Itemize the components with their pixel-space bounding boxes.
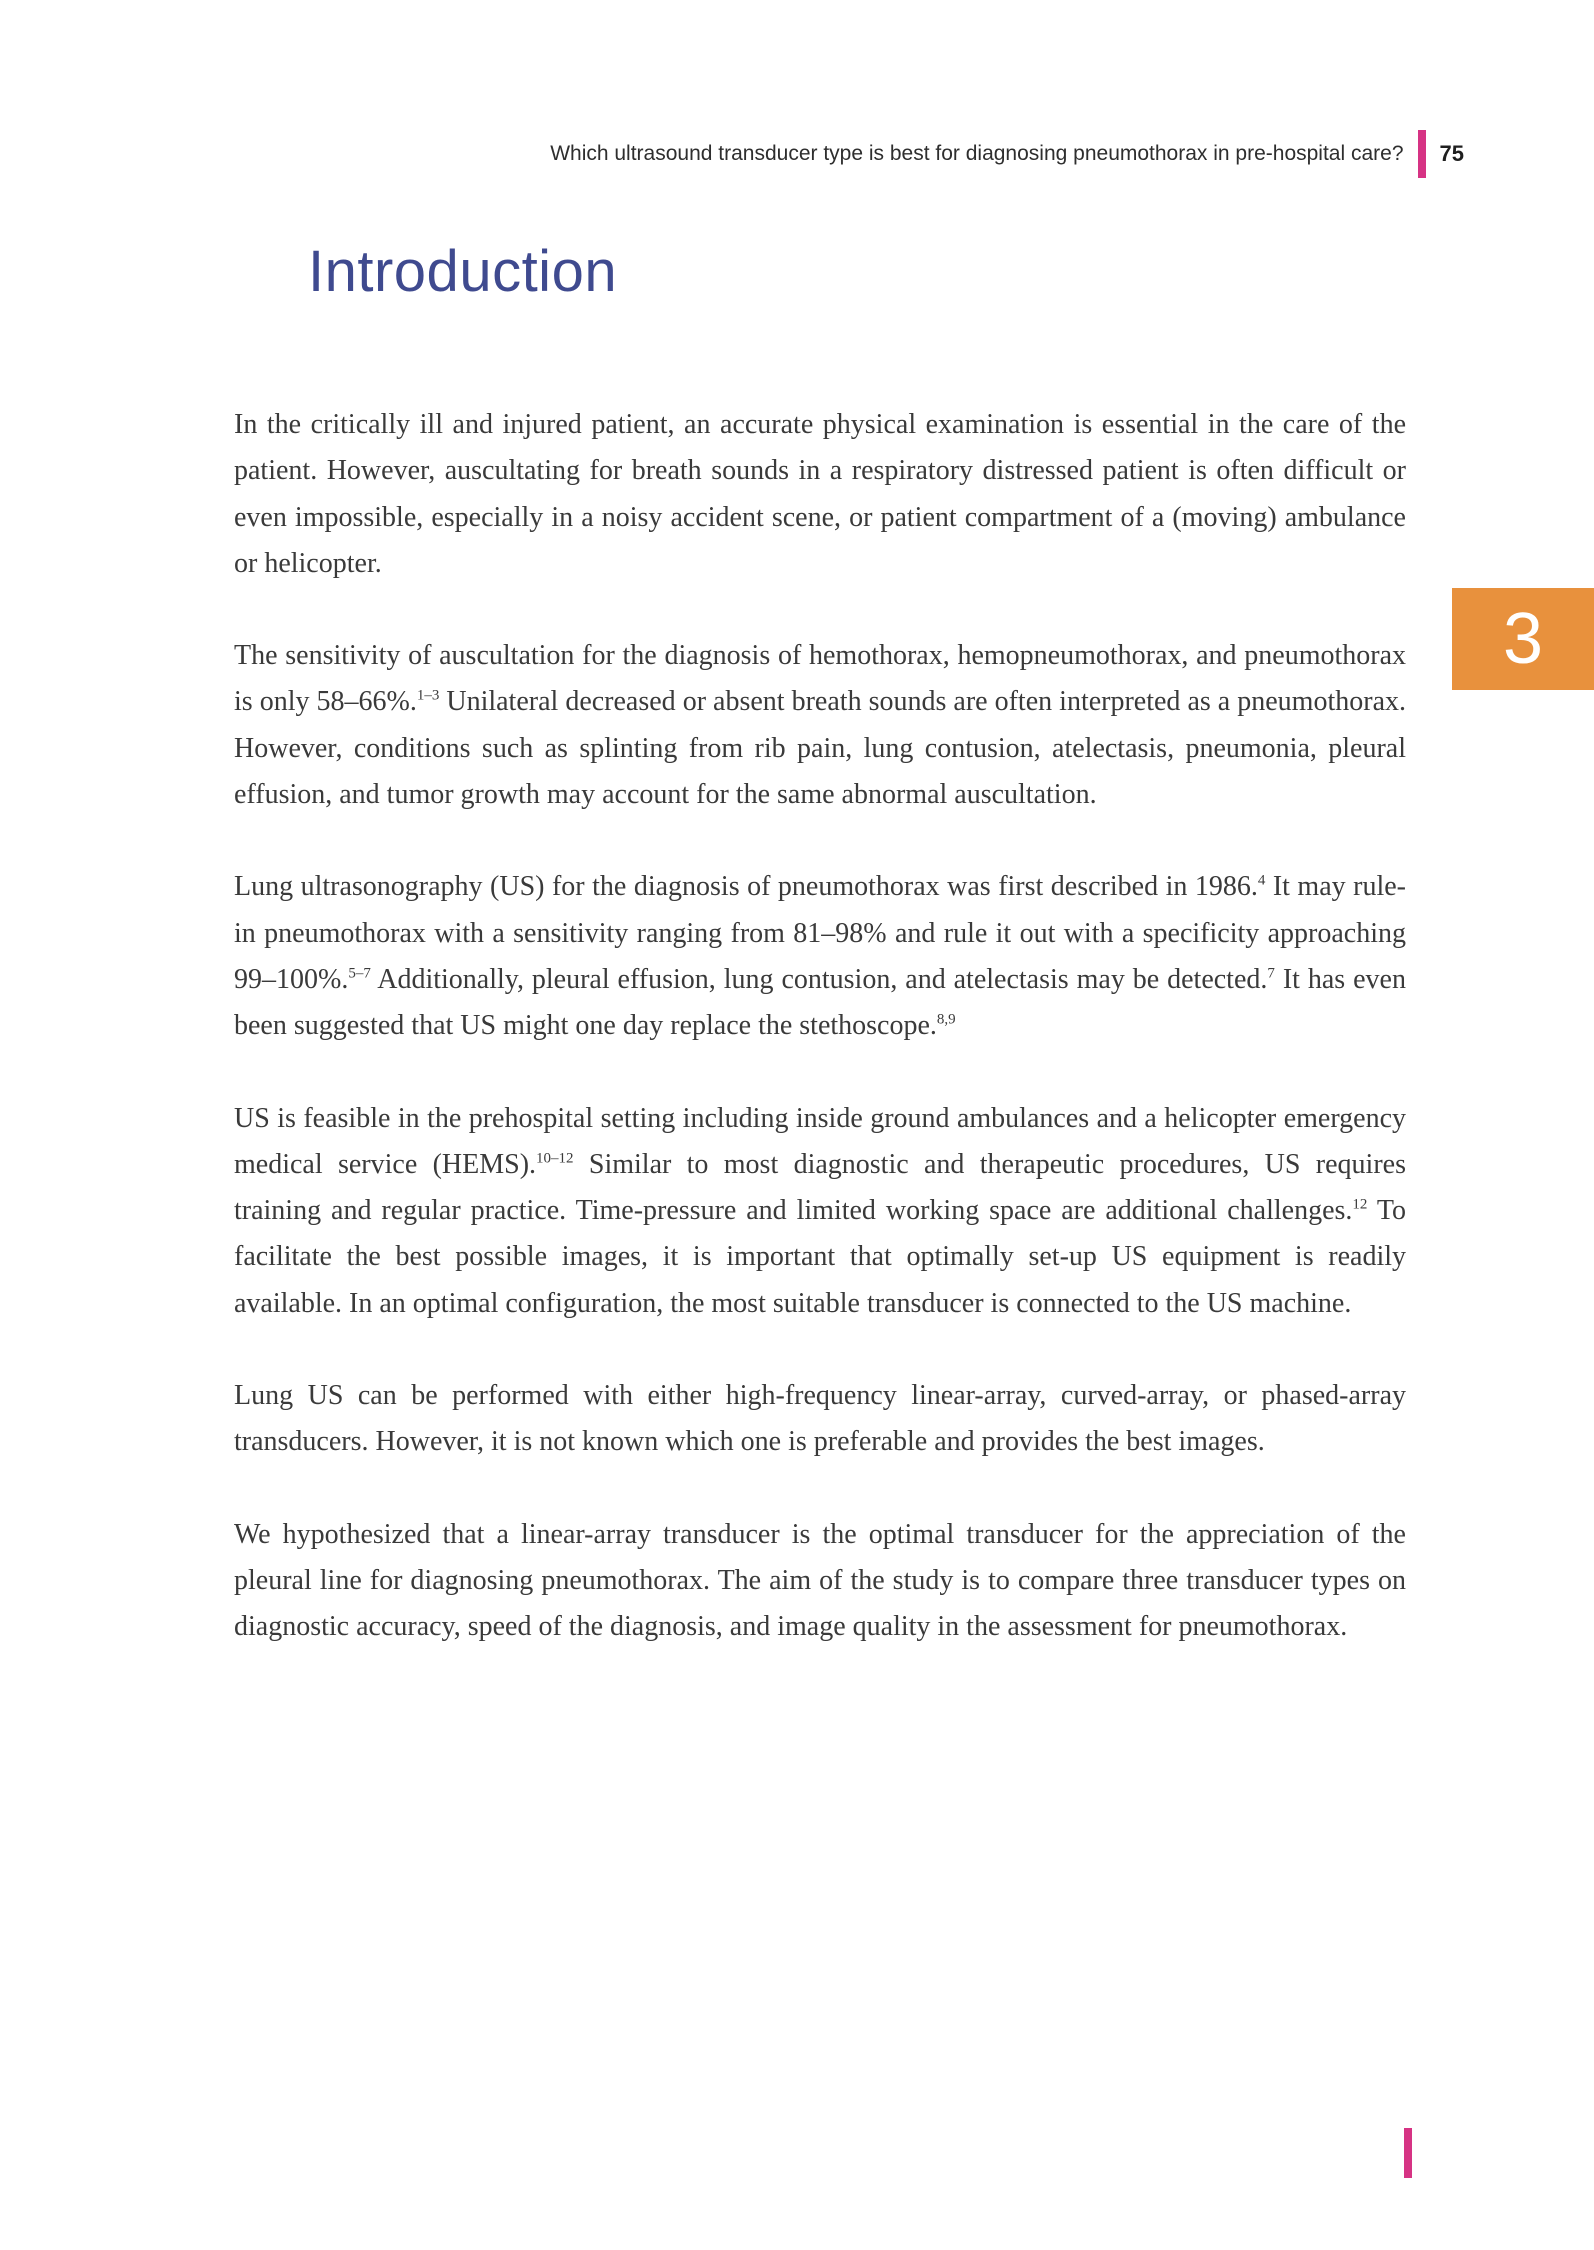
running-header-title: Which ultrasound transducer type is best for diagnosing pneumothorax in pre-hospital care? xyxy=(550,142,1404,165)
body-text xyxy=(234,402,1406,1697)
header-accent-bar xyxy=(1418,130,1426,178)
paragraph-text: We hypothesized that a linear-array transducer is the optimal transducer for the appreciation of the pleural line for diagnosing pneumothorax. The aim of the study is to compare three transducer types on diagnostic accuracy, speed of the diagnosis, and image quality in the assessment for pneumothorax. xyxy=(234,1518,1406,1643)
paragraph-text: The sensitivity of auscultation for the diagnosis of hemothorax, hemopneumothorax, and pneumothorax is only 58–66%. xyxy=(234,640,1406,718)
body-paragraph xyxy=(234,1373,1406,1466)
paragraph-text: Lung ultrasonography (US) for the diagnosis of pneumothorax was first described in 1986. xyxy=(234,871,1258,903)
paragraph-text: Lung US can be performed with either high-frequency linear-array, curved-array, or phased-array transducers. However, it is not known which one is preferable and provides the best images. xyxy=(234,1380,1406,1458)
citation-superscript: 4 xyxy=(1257,873,1266,890)
section-heading: Introduction xyxy=(308,239,618,304)
paragraph-text: It has even been suggested that US might one day replace the stethoscope. xyxy=(234,963,1406,1042)
citation-superscript: 1–3 xyxy=(416,688,440,705)
paragraph-text: To facilitate the best possible images, it is important that optimally set-up US equipment is readily available. In an optimal configuration, the most suitable transducer is connected to the US machine. xyxy=(234,1195,1406,1319)
body-paragraph xyxy=(234,1512,1406,1651)
paragraph-text: In the critically ill and injured patient, an accurate physical examination is essential in the care of the patient. However, auscultating for breath sounds in a respiratory distressed patient is often difficult or even impossible, especially in a noisy accident scene, or patient compartment of a (moving) ambulance or helicopter. xyxy=(234,409,1406,579)
paragraph-text: It may rule-in pneumothorax with a sensitivity ranging from 81–98% and rule it out with a specificity approaching 99–100%. xyxy=(234,871,1406,995)
citation-superscript: 8,9 xyxy=(936,1011,956,1028)
paragraph-text: Additionally, pleural effusion, lung contusion, and atelectasis may be detected. xyxy=(370,963,1268,995)
body-paragraph xyxy=(234,402,1406,587)
chapter-tab: 3 xyxy=(1452,588,1594,690)
body-paragraph xyxy=(234,864,1406,1049)
paragraph-text: Unilateral decreased or absent breath sounds are often interpreted as a pneumothorax. However, conditions such as splinting from rib pain, lung contusion, atelectasis, pneumonia, pleural effusion, and tumor growth may account for the same abnormal auscultation. xyxy=(234,686,1406,811)
citation-superscript: 7 xyxy=(1267,965,1275,982)
body-paragraph xyxy=(234,1096,1406,1327)
citation-superscript: 5–7 xyxy=(348,965,371,982)
footer-accent-bar xyxy=(1404,2128,1412,2178)
paragraph-text: US is feasible in the prehospital setting including inside ground ambulances and a helicopter emergency medical service (HEMS). xyxy=(234,1102,1406,1180)
page-number: 75 xyxy=(1439,141,1464,166)
citation-superscript: 12 xyxy=(1352,1196,1368,1213)
paragraph-text: Similar to most diagnostic and therapeutic procedures, US requires training and regular practice. Time-pressure and limited working space are additional challenges. xyxy=(234,1148,1406,1227)
body-paragraph xyxy=(234,633,1406,818)
running-header xyxy=(550,130,1464,178)
citation-superscript: 10–12 xyxy=(536,1150,574,1167)
